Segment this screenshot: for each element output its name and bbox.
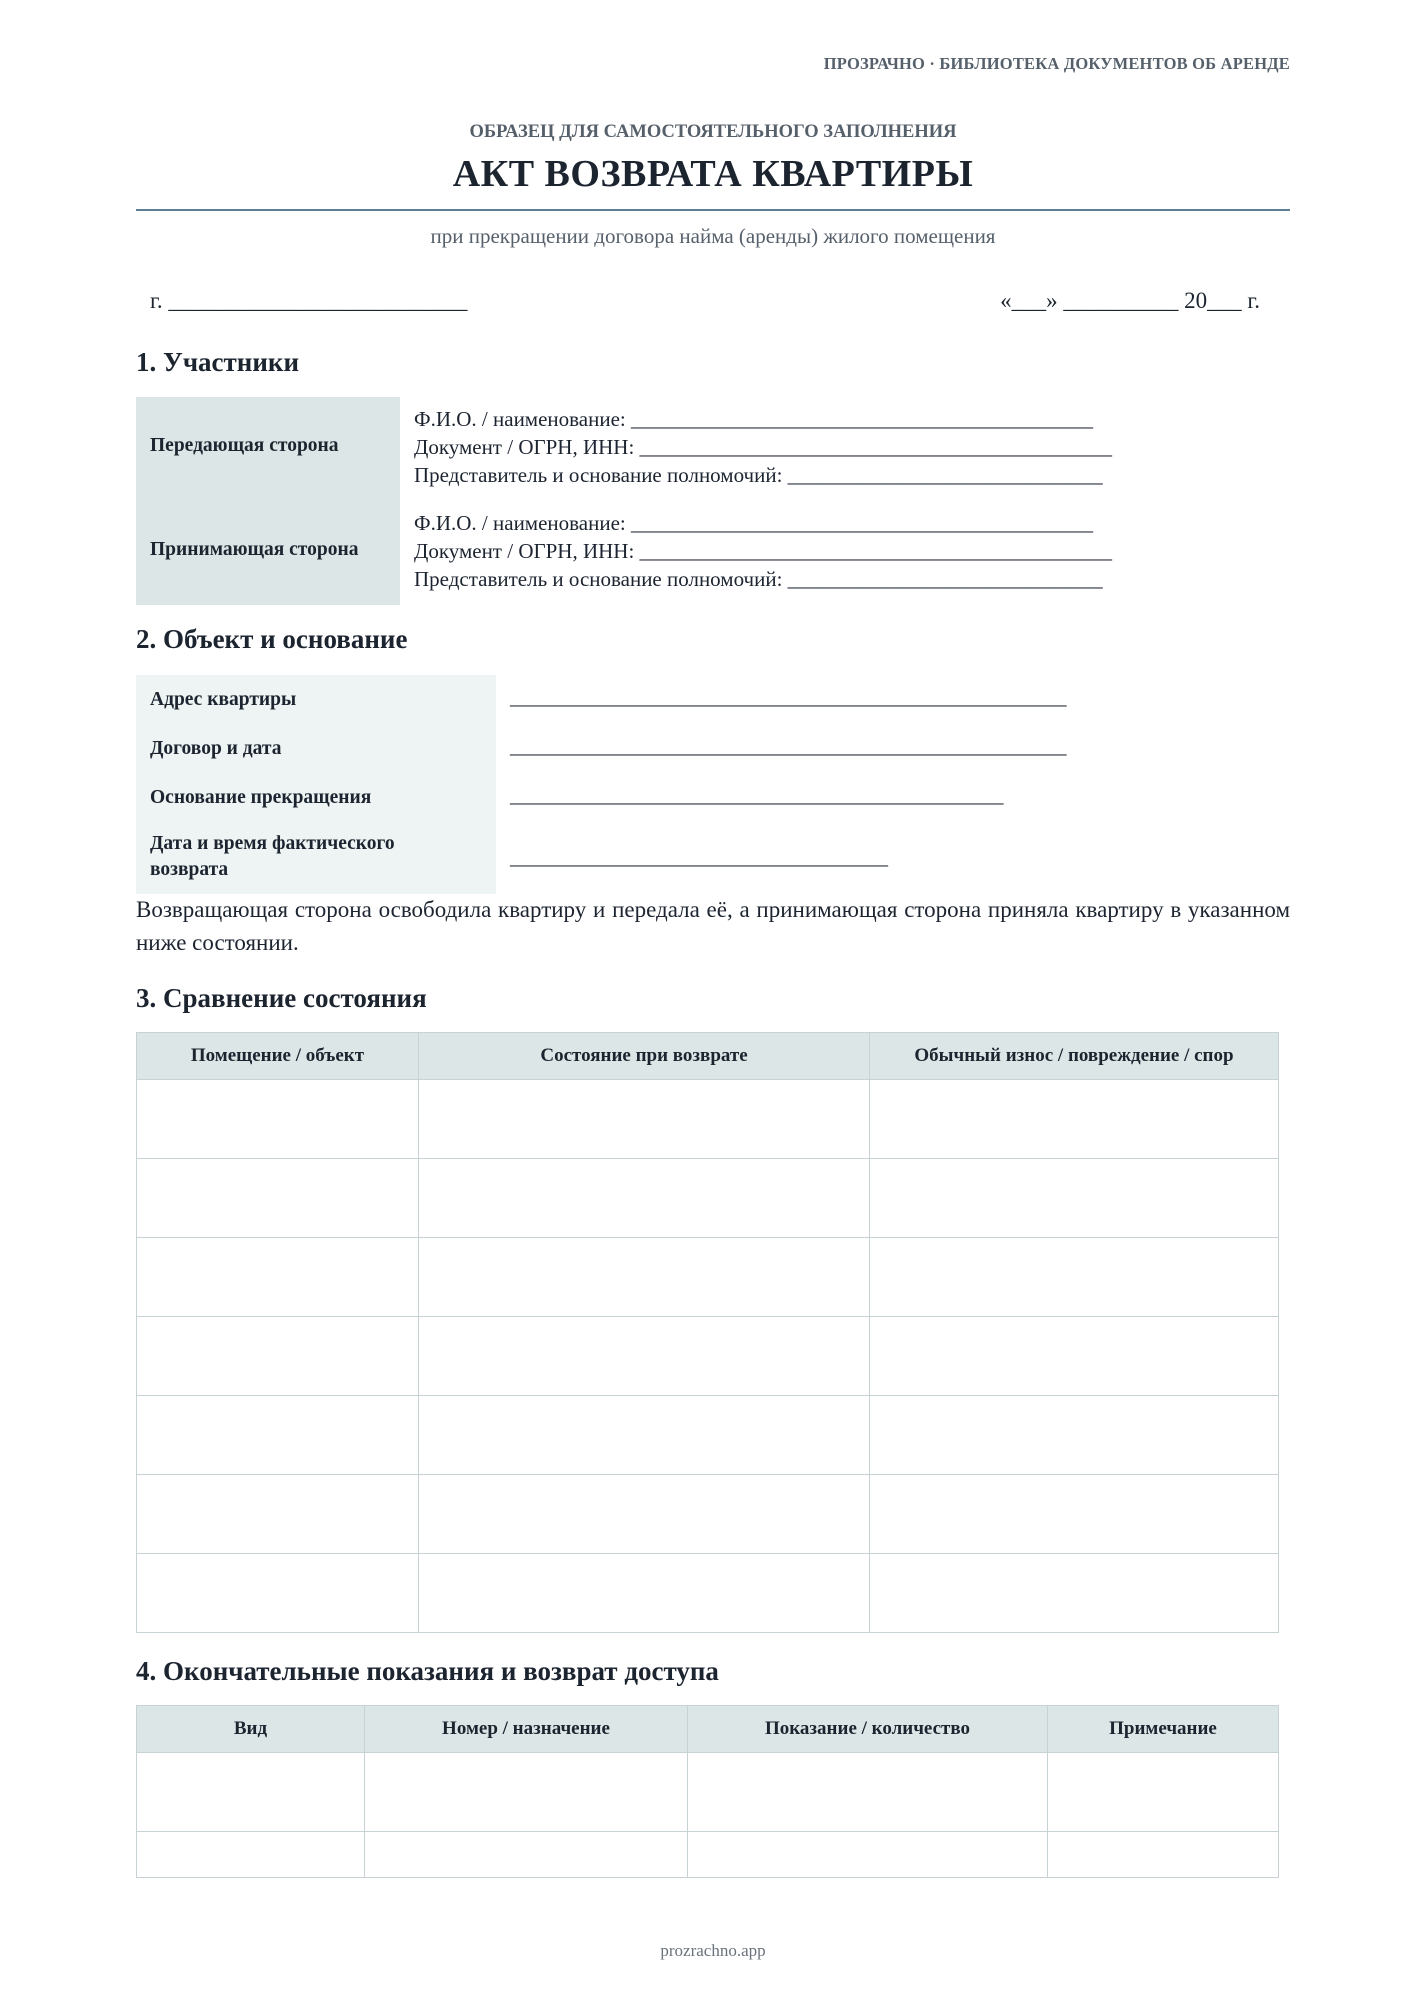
table-cell[interactable]	[137, 1475, 419, 1554]
table-cell[interactable]	[1048, 1753, 1279, 1832]
address-field[interactable]: _____________________________________________________	[510, 685, 1067, 709]
table-cell[interactable]	[137, 1159, 419, 1238]
document-page	[136, 0, 1290, 2000]
party-representative-field[interactable]: Представитель и основание полномочий: ______________________________	[414, 463, 1103, 487]
table-cell[interactable]	[137, 1753, 365, 1832]
table-cell[interactable]	[137, 1080, 419, 1159]
object-label: Адрес квартиры	[150, 689, 297, 710]
table-cell[interactable]	[137, 1238, 419, 1317]
section-object-title: 2. Объект и основание	[136, 624, 408, 654]
condition-table-header	[137, 1033, 1279, 1080]
party-document-field[interactable]: Документ / ОГРН, ИНН: _____________________________________________	[414, 435, 1113, 459]
section-participants-title: 1. Участники	[136, 347, 300, 377]
object-label: Договор и дата	[150, 738, 282, 759]
readings-table-header	[137, 1706, 1279, 1753]
column-header: Примечание	[1048, 1706, 1279, 1753]
condition-table	[136, 1032, 1279, 1633]
table-row	[137, 1753, 1279, 1832]
table-row	[137, 1159, 1279, 1238]
party-label: Передающая сторона	[150, 435, 339, 456]
footer-site[interactable]: prozrachno.app	[660, 1941, 766, 1960]
table-cell[interactable]	[137, 1832, 365, 1878]
table-row	[137, 1396, 1279, 1475]
section-readings-title: 4. Окончательные показания и возврат доступа	[136, 1656, 719, 1686]
city-field[interactable]: г. __________________________	[150, 288, 468, 313]
table-row	[137, 1317, 1279, 1396]
table-cell[interactable]	[137, 1396, 419, 1475]
table-cell[interactable]	[688, 1832, 1048, 1878]
column-header: Номер / назначение	[365, 1706, 688, 1753]
table-cell[interactable]	[419, 1317, 870, 1396]
table-cell[interactable]	[365, 1753, 688, 1832]
table-cell[interactable]	[419, 1080, 870, 1159]
brand-header: ПРОЗРАЧНО · БИБЛИОТЕКА ДОКУМЕНТОВ ОБ АРЕНДЕ	[823, 54, 1290, 73]
date-field[interactable]: «___» __________ 20___ г.	[1000, 288, 1260, 313]
object-label: Основание прекращения	[150, 787, 372, 808]
table-cell[interactable]	[419, 1396, 870, 1475]
table-cell[interactable]	[137, 1317, 419, 1396]
table-cell[interactable]	[870, 1159, 1279, 1238]
party-label: Принимающая сторона	[150, 539, 359, 560]
object-row-termination	[136, 773, 1290, 822]
party-document-field[interactable]: Документ / ОГРН, ИНН: _____________________________________________	[414, 539, 1113, 563]
return-statement: Возвращающая сторона освободила квартиру и передала её, а принимающая сторона приняла квартиру в указанном ниже состоянии.	[136, 897, 1290, 955]
column-header: Обычный износ / повреждение / спор	[870, 1033, 1279, 1080]
table-cell[interactable]	[137, 1554, 419, 1633]
table-cell[interactable]	[365, 1832, 688, 1878]
return-date-field[interactable]: ____________________________________	[510, 845, 888, 869]
table-cell[interactable]	[870, 1080, 1279, 1159]
table-cell[interactable]	[870, 1554, 1279, 1633]
table-row	[137, 1238, 1279, 1317]
column-header: Вид	[137, 1706, 365, 1753]
table-cell[interactable]	[870, 1396, 1279, 1475]
contract-field[interactable]: _____________________________________________________	[510, 734, 1067, 758]
table-cell[interactable]	[419, 1238, 870, 1317]
party-name-field[interactable]: Ф.И.О. / наименование: ____________________________________________	[414, 511, 1093, 535]
document-title: АКТ ВОЗВРАТА КВАРТИРЫ	[452, 153, 974, 195]
column-header: Помещение / объект	[137, 1033, 419, 1080]
object-block	[136, 675, 1290, 894]
table-row	[137, 1080, 1279, 1159]
table-cell[interactable]	[870, 1238, 1279, 1317]
table-cell[interactable]	[419, 1554, 870, 1633]
party-name-field[interactable]: Ф.И.О. / наименование: ____________________________________________	[414, 407, 1093, 431]
table-cell[interactable]	[419, 1159, 870, 1238]
readings-table	[136, 1705, 1279, 1878]
table-row	[137, 1832, 1279, 1878]
participants-block	[136, 397, 1290, 605]
table-cell[interactable]	[1048, 1832, 1279, 1878]
party-row-transferring	[136, 397, 1290, 501]
object-row-return-date	[136, 822, 1290, 894]
table-cell[interactable]	[870, 1475, 1279, 1554]
table-cell[interactable]	[688, 1753, 1048, 1832]
section-condition-title: 3. Сравнение состояния	[136, 983, 427, 1013]
column-header: Состояние при возврате	[419, 1033, 870, 1080]
party-representative-field[interactable]: Представитель и основание полномочий: ______________________________	[414, 567, 1103, 591]
object-row-address	[136, 675, 1290, 724]
object-label: Дата и время фактического возврата	[150, 833, 395, 880]
table-row	[137, 1554, 1279, 1633]
document-subtitle: при прекращении договора найма (аренды) жилого помещения	[430, 224, 996, 248]
document-kicker: ОБРАЗЕЦ ДЛЯ САМОСТОЯТЕЛЬНОГО ЗАПОЛНЕНИЯ	[469, 122, 957, 142]
object-row-contract	[136, 724, 1290, 773]
table-cell[interactable]	[870, 1317, 1279, 1396]
table-cell[interactable]	[419, 1475, 870, 1554]
termination-field[interactable]: _______________________________________________	[510, 783, 1004, 807]
table-row	[137, 1475, 1279, 1554]
column-header: Показание / количество	[688, 1706, 1048, 1753]
party-row-receiving	[136, 501, 1290, 605]
title-divider	[136, 209, 1290, 211]
